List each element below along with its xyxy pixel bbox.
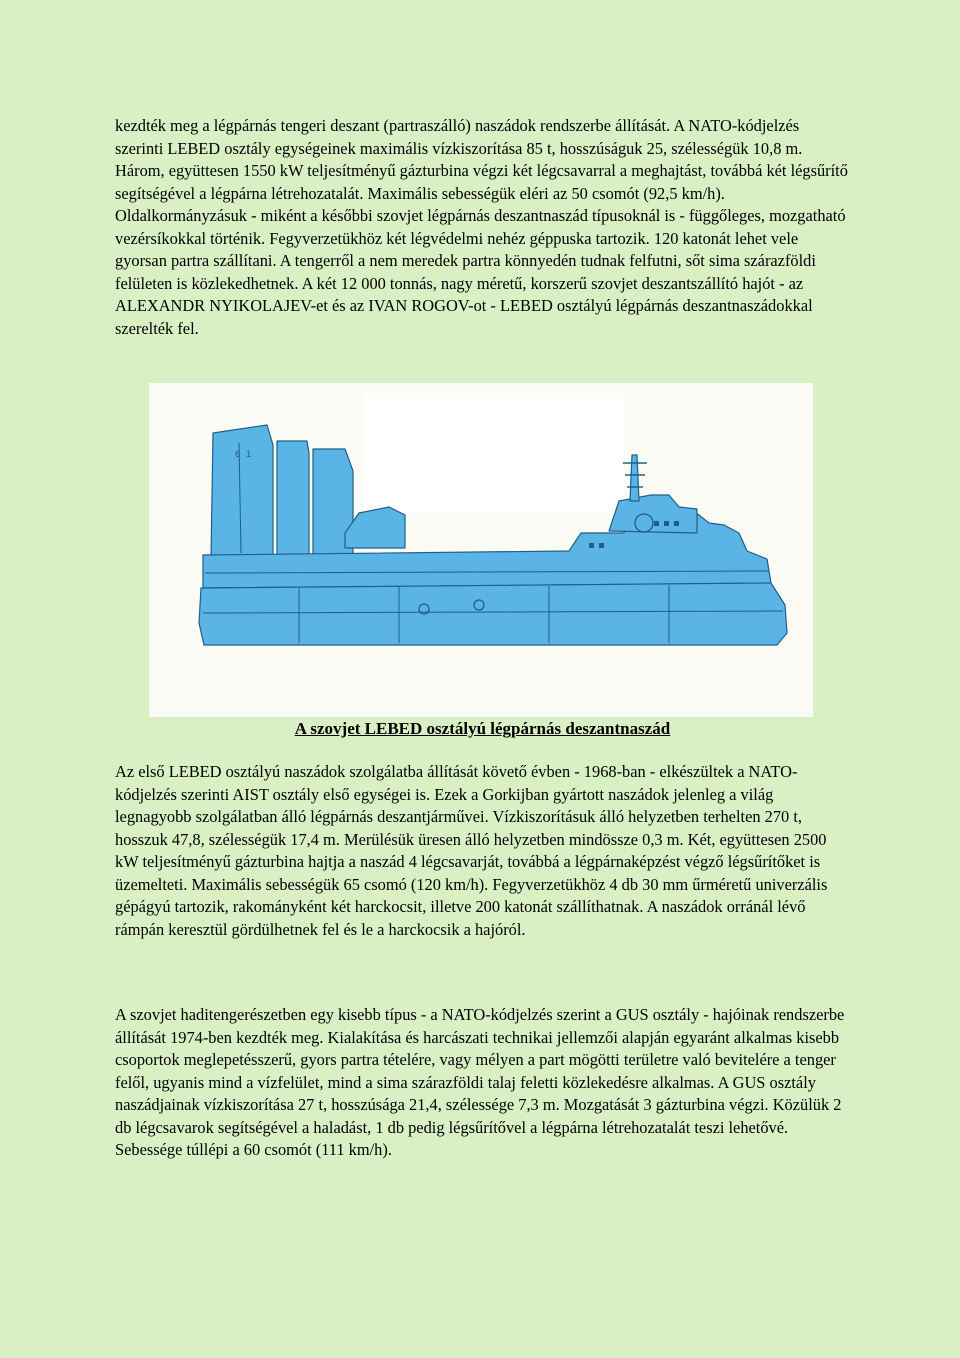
paragraph-gus-class: A szovjet haditengerészetben egy kisebb típus - a NATO-kódjelzés szerint a GUS osztály - hajóinak rendszerbe állítását 1974-ben kezdték meg. Kialakítása és harcászati technikai jellemzői alapján egyaránt alkalmas kisebb csoportok meglepetésszerű, gyors partra tételére, vagy mélyen a part mögötti területre való bevitelére a tenger felől, ugyanis mind a vízfelület, mind a sima szárazföldi talaj feletti közlekedésre alkalmas. A GUS osztály naszádjainak vízkiszorítása 27 t, hosszúsága 21,4, szélessége 7,3 m. Mozgatását 3 gázturbina végzi. Közülük 2 db légcsavarok segítségével a haladást, 1 db pedig légsűrítővel a légpárna létrehozatalát teszi lehetővé. Sebessége túllépi a 60 csomót (111 km/h). — [115, 1005, 845, 1159]
window-2 — [664, 521, 669, 526]
paragraph-aist-class: Az első LEBED osztályú naszádok szolgálatba állítását követő évben - 1968-ban - elkészültek a NATO-kódjelzés szerinti AIST osztály első egységei is. Ezek a Gorkijban gyártott naszádok jelenleg a világ legnagyobb szolgálatban álló légpárnás deszantjárművei. Vízkiszorításuk álló helyzetben terhelten 270 t, hosszuk 47,8, szélességük 17,4 m. Merülésük üresen álló helyzetben mindössze 0,3 m. Két, együttesen 2500 kW teljesítményű gázturbina hajtja a naszád 4 légcsavarját, továbbá a légpárnaképzést végző légsűrítőket is üzemelteti. Maximális sebességük 65 csomó (120 km/h). Fegyverzetükhöz 4 db 30 mm űrméretű univerzális gépágyú tartozik, rakományként két harckocsit, illetve 200 katonát szállíthatnak. A naszádok orránál lévő rámpán keresztül gördülhetnek fel és le a harckocsik a hajóról. — [115, 762, 828, 939]
window-3 — [674, 521, 679, 526]
window-1 — [654, 521, 659, 526]
hull-marking: 6 1 — [235, 450, 252, 460]
paper-patch — [364, 393, 624, 513]
mast — [630, 455, 639, 501]
window-4 — [589, 543, 594, 548]
stern-fin — [211, 425, 273, 558]
propeller-duct-1 — [277, 441, 309, 558]
paragraph-lebed-class: kezdték meg a légpárnás tengeri deszant (partraszálló) naszádok rendszerbe állítását. A NATO-kódjelzés szerinti LEBED osztály egységeinek maximális vízkiszorítása 85 t, hosszúságuk 25, szélességük 10,8 m. Három, együttesen 1550 kW teljesítményű gázturbina végzi két légcsavarral a meghajtást, továbbá két légsűrítő segítségével a légpárna létrehozatalát. Maximális sebességük eléri az 50 csomót (92,5 km/h). Oldalkormányzásuk - miként a későbbi szovjet légpárnás deszantnaszád típusoknál is - függőleges, mozgatható vezérsíkokkal történik. Fegyverzetükhöz két légvédelmi nehéz géppuska tartozik. 120 katonát lehet vele gyorsan partra szállítani. A tengerről a nem meredek partra könnyedén tudnak felfutni, sőt sima szárazföldi felületen is közlekedhetnek. A két 12 000 tonnás, nagy méretű, korszerű szovjet deszantszállító hajót - az ALEXANDR NYIKOLAJEV-et és az IVAN ROGOV-ot - LEBED osztályú légpárnás deszantnaszádokkal szerelték fel. — [115, 116, 848, 338]
window-5 — [599, 543, 604, 548]
lebed-hovercraft-illustration — [149, 383, 813, 717]
figure-caption: A szovjet LEBED osztályú légpárnás deszantnaszád — [294, 719, 671, 738]
air-cushion-skirt — [199, 583, 787, 645]
hovercraft-drawing — [149, 383, 813, 717]
